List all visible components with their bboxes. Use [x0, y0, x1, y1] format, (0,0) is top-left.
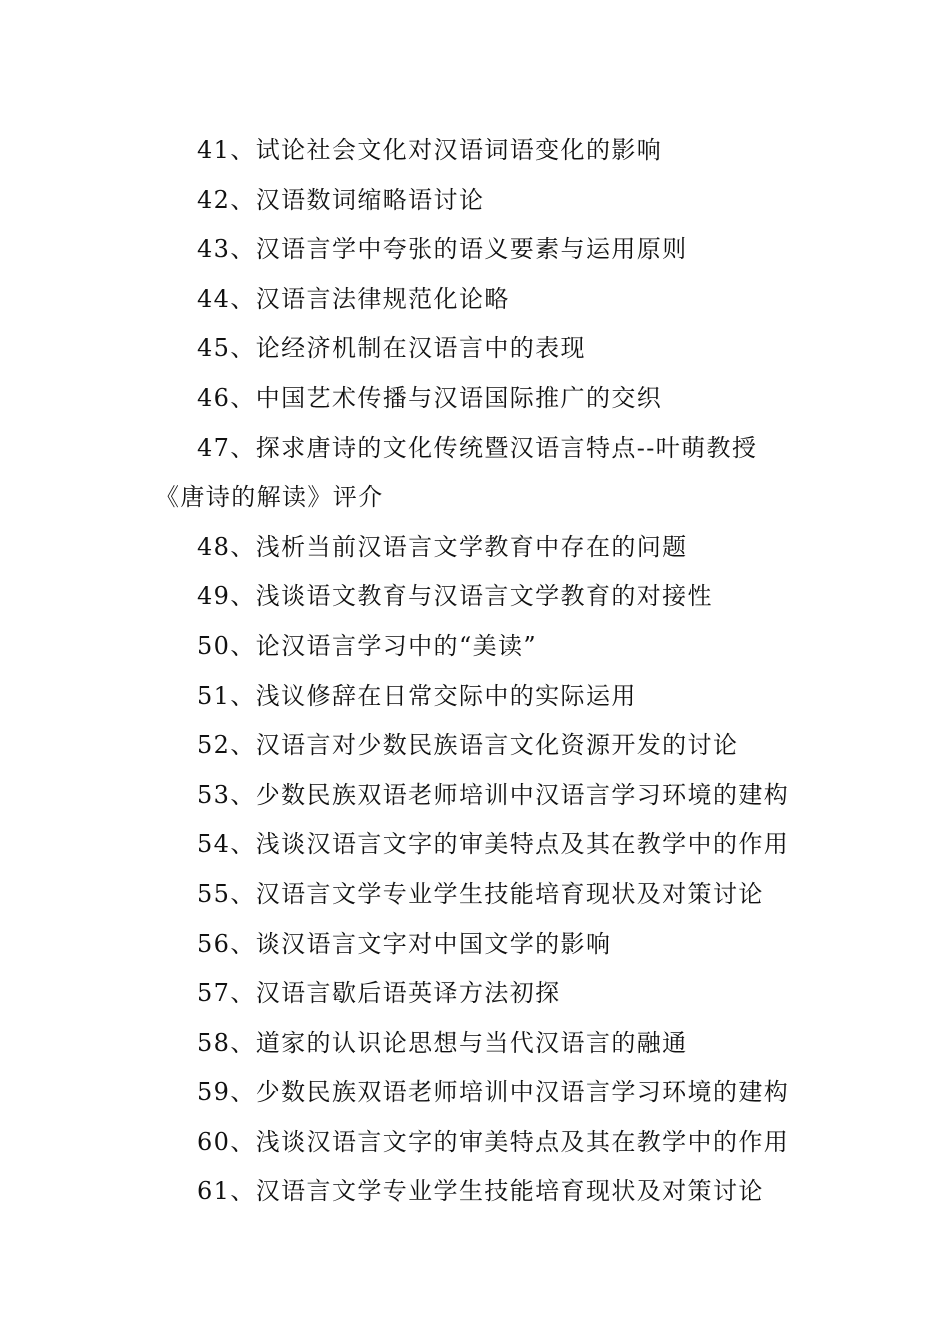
list-item: 57、汉语言歇后语英译方法初探 [197, 979, 561, 1008]
list-item: 41、试论社会文化对汉语词语变化的影响 [197, 136, 663, 164]
list-item: 60、浅谈汉语言文字的审美特点及其在教学中的作用 [197, 1127, 790, 1156]
list-item: 56、谈汉语言文字对中国文学的影响 [197, 929, 612, 958]
list-item: 52、汉语言对少数民族语言文化资源开发的讨论 [197, 731, 739, 760]
list-item: 46、中国艺术传播与汉语国际推广的交织 [197, 383, 663, 412]
list-item: 49、浅谈语文教育与汉语言文学教育的对接性 [197, 582, 713, 611]
list-item: 58、道家的认识论思想与当代汉语言的融通 [197, 1028, 688, 1057]
list-item: 48、浅析当前汉语言文学教育中存在的问题 [197, 532, 688, 561]
list-item: 44、汉语言法律规范化论略 [197, 284, 510, 313]
list-item: 50、论汉语言学习中的“美读” [197, 631, 538, 660]
list-item: 55、汉语言文学专业学生技能培育现状及对策讨论 [197, 879, 764, 908]
list-item: 45、论经济机制在汉语言中的表现 [197, 334, 586, 363]
list-item: 53、少数民族双语老师培训中汉语言学习环境的建构 [197, 780, 790, 809]
list-item: 47、探求唐诗的文化传统暨汉语言特点--叶萌教授《唐诗的解读》评介 [155, 433, 758, 512]
list-item: 59、少数民族双语老师培训中汉语言学习环境的建构 [197, 1078, 790, 1107]
list-item: 43、汉语言学中夸张的语义要素与运用原则 [197, 235, 688, 264]
list-item: 42、汉语数词缩略语讨论 [197, 185, 485, 214]
list-item: 51、浅议修辞在日常交际中的实际运用 [197, 681, 637, 710]
topic-list [155, 126, 795, 1217]
list-item: 54、浅谈汉语言文字的审美特点及其在教学中的作用 [197, 830, 790, 859]
list-item: 61、汉语言文学专业学生技能培育现状及对策讨论 [197, 1177, 764, 1206]
